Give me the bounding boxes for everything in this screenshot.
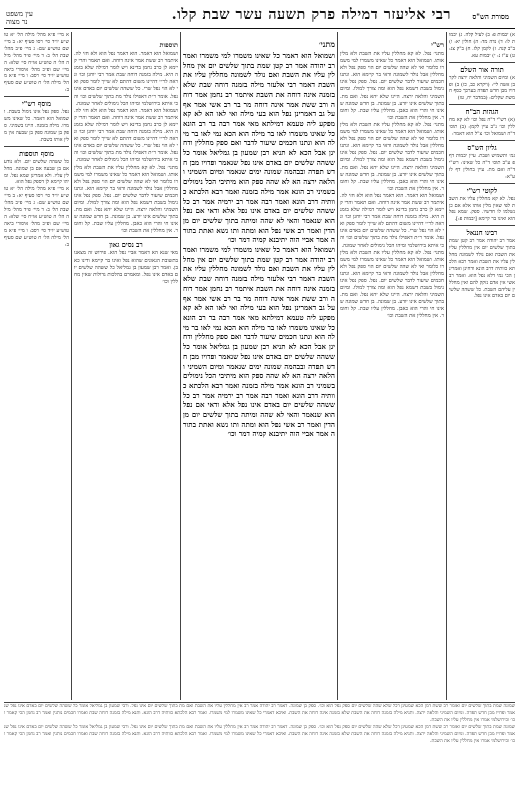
column-divider [446, 32, 447, 700]
musaf-tosfot-title: מוסף תוספות [19, 149, 54, 158]
bottom-commentary [4, 704, 515, 789]
mesoret-hashas-text: א) יבמות פ: ב) לעיל קלה. ג) יבמות לו: ד) נדה מד: ה) חולין יא: ו) ב"ב קנה. ז) לקמן קלז. ח) ב"ק צג: ט) ע"ז נ: י) יבמות עא. [449, 32, 515, 59]
rashi-lead: רש"י [431, 41, 444, 49]
page-title: רבי אליעזר דמילה פרק תשעה עשר שבת קלו. [171, 6, 451, 23]
divider [449, 140, 515, 141]
gemara-column [183, 32, 335, 700]
likutei-title: לקוטי רש"י [466, 186, 498, 195]
rabbeinu-text: אמר רב יהודה אמר רב קטן שמת בתוך שלשים יום אין מחללין עליו את השבת ואם נולד לשמונה מחללין עליו את השבת ואמר רבא הלכתא כוותיה דרב הונא ודחינן ואמרינן הכי נמי דלא נפל הוא. ואמר רב אשי אין אדם נזקק להם ואין מחללין עליהם השבת. כל ששהה שלשים יום באדם אינו נפל. [449, 238, 515, 300]
tosafot-lead: תוספות [159, 41, 178, 49]
gemara-text-continued: ושמואל הוא דאמר כל שאינו משמרו למי משמרו ואמר רב יהודה אמר רב קטן שמת בתוך שלשים יום אין מחללין עליו את השבת ואם נולד לשמונה מחללין עליו את השבת דאמר רבי אלעזר מילה בזמנה דוחה שבת שלא בזמנה אינה דוחה את השבת איתמר רב נחמן אמר דוחה ורב ששת אמר אינה דוחה מר בר רב אשי אמר אף על גב דאמרינן נפל הוא בעי מילה ואי לאו הא לא קא מפקע ליה טעמא דמילתא מאי אמר רבה בר רב הונא כל שאינו משמרו לאו בר מילה הוא הכא נמי לאו בר מילה הוא ונתנו חכמים שיעור לדבר ואם ספק מחללין ודחינן אבל הכא לא תניא רבן שמעון בן גמליאל אומר כל ששהה שלשים יום באדם אינו נפל שנאמר ופדויו מבן חדש תפדה ובבהמה שמונה ימים שנאמר ומיום השמיני והלאה ירצה הא לא שהה ספק הוא מיתיבי הכל נימולים בשמיני רב הונא אמר מילה בזמנה ואמר רבא הלכתא כוותיה דרב הונא ואמר רבה אמר רב ירמיה אמר רב כל ששהה שלשים יום באדם אינו נפל אלא ודאי אם נפל הוא שנאמר והאי לא שהה ומיתה בתוך שלשים יום מן הדין ואמר רב אשי נפל הוא ומתה ותו נשא ואתת בתורה אמר אביי הוה יתיבנא קמיה דמר וכו׳ [183, 245, 335, 439]
bottom-commentary-text-continued: שמונה שמת בתוך שלשים יום ואומר רב ששת דמן הכא שמעינן דכל שלא שהה שלשים יום ספק נפל הוא וכו׳. ספק בן שמונה. דאמר רב יהודה אמר רב אין מחללין עליו את השבת ואם מת בתוך שלשים יום אינו נפל. ורבי שמעון בן גמליאל אומר כל ששהה שלשים יום באדם אינו נפל שנאמר ופדויו מבן חדש תפדה. ומיום השמיני והלאה ירצה. ותניא מילה בזמנה דוחה את השבת שלא בזמנה אינה דוחה את השבת. ואיכא דאמרי כל שאינו משמרו למי משמרו. ואמר רבא הלכתא כוותיה דרב הונא. ותנא מילה בזמנה דוחה שבת ואמרו חכמים נותנין ואמר רב נחמן הכי קאמר וכו׳ ובירושלמי אמרו אין מחללין עליו את השבת. [4, 724, 515, 744]
tosafot-text-continued: מתני׳ נפל. לא קא מחללין עליו את השבת ולא מלין אותו. ושמואל הוא דאמר כל שאינו משמרו למי משמרו כלומר ואי לא שהה שלשים יום הוי ספק נפל ולא מחללין אבל נולד לשמונה ודאי בר קיימא הוא. ונתנו חכמים שיעור לדבר שלשים יום. נפל. ספק נפל אינו נימול בשבת דשמא נפל הוא ומה צורך למולו. ומיום השמיני והלאה ירצה. היינו שלא יהא נפל. ואם מת. בתוך שלשים אינו יודע. בן שמונה. בן חדש שמונה שאינו חי והרי הוא כאבן. מחללין עליו שבת. קל וחומר. אין מחללין את השבת וכו׳ [74, 164, 178, 235]
header-divider [4, 28, 515, 29]
rabbeinu-title: רבינו חננאל [466, 229, 498, 238]
gilyon-text: גמ׳ ותשמיש ושבת. עיין יבמות דף פ ע"ב תוס׳ ד"ה כל שאינו: רש"י ד"ה ואם מת. עיין בחולין דף לז ע"א: [449, 152, 515, 180]
gemara-text: ושמואל הוא דאמר כל שאינו משמרו למי משמרו ואמר רב יהודה אמר רב קטן שמת בתוך שלשים יום אין מחללין עליו את השבת ואם נולד לשמונה מחללין עליו את השבת דאמר רבי אלעזר מילה בזמנה דוחה שבת שלא בזמנה אינה דוחה את השבת איתמר רב נחמן אמר דוחה ורב ששת אמר אינה דוחה מר בר רב אשי אמר אף על גב דאמרינן נפל הוא בעי מילה ואי לאו הא לא קא מפקע ליה טעמא דמילתא מאי אמר רבה בר רב הונא כל שאינו משמרו לאו בר מילה הוא הכא נמי לאו בר מילה הוא ונתנו חכמים שיעור לדבר ואם ספק מחללין ודחינן אבל הכא לא תניא רבן שמעון בן גמליאל אומר כל ששהה שלשים יום באדם אינו נפל שנאמר ופדויו מבן חדש תפדה ובבהמה שמונה ימים שנאמר ומיום השמיני והלאה ירצה הא לא שהה ספק הוא מיתיבי הכל נימולים בשמיני רב הונא אמר מילה בזמנה ואמר רבא הלכתא כוותיה דרב הונא ואמר רבה אמר רב ירמיה אמר רב כל ששהה שלשים יום באדם אינו נפל אלא ודאי אם נפל הוא שנאמר והאי לא שהה ומיתה בתוך שלשים יום מן הדין ואמר רב אשי נפל הוא ומתה ותו נשא ואתת בתורה אמר אביי הוה יתיבנא קמיה דמר וכו׳ [183, 51, 335, 245]
divider [449, 62, 515, 63]
divider [74, 237, 178, 238]
page-header [4, 4, 515, 30]
hagahot-text: (א) רש"י ד"ה נפל וכו׳ לא קא מחללין וכו׳ נ"ב עיין לקמן: (ב) תוס׳ ד"ה ושמואל וכו׳ צ"ל הוא דאמר: [449, 117, 515, 138]
torah-or-text: א) ומיום השמיני והלאה ירצה לקרבן אשה ליי: (ויקרא כב, כז) ב) ופדויו מבן חדש תפדה בערכך כסף חמשת שקלים: (במדבר יח, טז) [449, 74, 515, 102]
ein-mishpat-text: א מיי׳ פ״א מהל׳ מילה הל׳ יא טוש״ע יו״ד סי׳ רסו סעיף יא: ב מיי׳ שם טוש״ע שם: ג מיי׳ פ״ב מהל׳ שבת הל׳ ב: ד מיי׳ פ״ד מהל׳ מילה הל׳ ה טוש״ע או״ח סי׳ שלא: ה מיי׳ שם ופ״כ מהל׳ איסורי ביאה טוש״ע יו״ד סי׳ רסב: ו מיי׳ פ״א מהל׳ מילה הל׳ ח טוש״ע שם סעיף ב: [4, 32, 69, 94]
masoret-heading: מסורת הש"ס [472, 12, 509, 21]
divider [4, 96, 69, 97]
bottom-divider [4, 702, 515, 703]
divider [449, 104, 515, 105]
rashi-text: מתני׳ נפל. לא קא מחללין עליו את השבת ולא מלין אותו. ושמואל הוא דאמר כל שאינו משמרו למי משמרו כלומר ואי לא שהה שלשים יום הוי ספק נפל ולא מחללין אבל נולד לשמונה ודאי בר קיימא הוא. ונתנו חכמים שיעור לדבר שלשים יום. נפל. ספק נפל אינו נימול בשבת דשמא נפל הוא ומה צורך למולו. ומיום השמיני והלאה ירצה. היינו שלא יהא נפל. ואם מת. בתוך שלשים אינו יודע. בן שמונה. בן חדש שמונה שאינו חי והרי הוא כאבן. מחללין עליו שבת. קל וחומר. אין מחללין את השבת וכו׳ [340, 51, 444, 121]
likutei-text: נפל. לא קא מחללין עליו את השבת לפי שאין מלין אותו אלא אם כן נשלמו לו חדשיו. ספק. שמא נפל הוא ואינו בר קיימא [יבמות פ:]. [449, 195, 515, 223]
corner-label: עין משפט נר מצוה [6, 10, 33, 26]
column-divider [180, 32, 181, 700]
musaf-rashi-text: נפל. ספק נפל אינו נימול בשבת. ושמואל הוא דאמר. כל שאינו משמרו. מילה בזמנה. היינו בשמיני. ספק בן שמונה ספק בן שבעה אין מלין אותו בשבת. [4, 109, 69, 143]
right-margin-column [449, 32, 515, 700]
divider [4, 146, 69, 147]
rashi-text-continued: ושמואל הוא דאמר. הוא דאמר נפל הוא ולא חזי לה. איתמר רב ששת אמר אינה דוחה. ואם תאמר והרי קיימא לן כרב נחמן בדינא ויש לומר דמילה שלא בזמנה היא. מילה בזמנה דוחה שבת אמר רבי יוחנן וכו׳ ונראה לר״י דהיינו משום דהתם לא שייך לומר ספק ואי לא הוי נפל שרי. כל ששהה שלשים יום באדם אינו נפל. אומר ר״ת דאפילו נולד מת בתוך שלשים וכו׳ והכי איתא בירושלמי ומיהו הכל נימולים לאחר שמונה. [340, 192, 444, 249]
torah-or-title: תורה אור השלם [460, 65, 504, 74]
rav-nissim-text: מאי שנא הא דאמר אביי נפל הוא. פירוש זה מצאנו בתשובת הגאונים שהוא נפל ואינו בר קיימא ודינו כאבן. ואמר רבן שמעון בן גמליאל כל ששהה שלשים יום באדם אינו נפל. ומאמרם בהלכות גדולות שאין מחללין וכו׳ [74, 250, 178, 285]
divider [449, 225, 515, 226]
hagahot-title: הגהות הב"ח [465, 108, 499, 117]
gilyon-title: גליון הש"ס [467, 143, 497, 152]
gemara-lead: מתני׳ [318, 39, 335, 49]
rashi-column [340, 32, 444, 700]
rashi-text-continued: מתני׳ נפל. לא קא מחללין עליו את השבת ולא מלין אותו. ושמואל הוא דאמר כל שאינו משמרו למי משמרו כלומר ואי לא שהה שלשים יום הוי ספק נפל ולא מחללין אבל נולד לשמונה ודאי בר קיימא הוא. ונתנו חכמים שיעור לדבר שלשים יום. נפל. ספק נפל אינו נימול בשבת דשמא נפל הוא ומה צורך למולו. ומיום השמיני והלאה ירצה. היינו שלא יהא נפל. ואם מת. בתוך שלשים אינו יודע. בן שמונה. בן חדש שמונה שאינו חי והרי הוא כאבן. מחללין עליו שבת. קל וחומר. אין מחללין את השבת וכו׳ [340, 249, 444, 320]
rashi-text-continued: מתני׳ נפל. לא קא מחללין עליו את השבת ולא מלין אותו. ושמואל הוא דאמר כל שאינו משמרו למי משמרו כלומר ואי לא שהה שלשים יום הוי ספק נפל ולא מחללין אבל נולד לשמונה ודאי בר קיימא הוא. ונתנו חכמים שיעור לדבר שלשים יום. נפל. ספק נפל אינו נימול בשבת דשמא נפל הוא ומה צורך למולו. ומיום השמיני והלאה ירצה. היינו שלא יהא נפל. ואם מת. בתוך שלשים אינו יודע. בן שמונה. בן חדש שמונה שאינו חי והרי הוא כאבן. מחללין עליו שבת. קל וחומר. אין מחללין את השבת וכו׳ [340, 121, 444, 192]
tosafot-text: ושמואל הוא דאמר. הוא דאמר נפל הוא ולא חזי לה. איתמר רב ששת אמר אינה דוחה. ואם תאמר והרי קיימא לן כרב נחמן בדינא ויש לומר דמילה שלא בזמנה היא. מילה בזמנה דוחה שבת אמר רבי יוחנן וכו׳ ונראה לר״י דהיינו משום דהתם לא שייך לומר ספק ואי לא הוי נפל שרי. כל ששהה שלשים יום באדם אינו נפל. אומר ר״ת דאפילו נולד מת בתוך שלשים וכו׳ והכי איתא בירושלמי ומיהו הכל נימולים לאחר שמונה. [74, 51, 178, 107]
divider [449, 183, 515, 184]
column-divider [71, 32, 72, 700]
talmud-page [4, 4, 515, 789]
bottom-commentary-text: שמונה שמת בתוך שלשים יום ואומר רב ששת דמן הכא שמעינן דכל שלא שהה שלשים יום ספק נפל הוא וכו׳. ספק בן שמונה. דאמר רב יהודה אמר רב אין מחללין עליו את השבת ואם מת בתוך שלשים יום אינו נפל. ורבי שמעון בן גמליאל אומר כל ששהה שלשים יום באדם אינו נפל שנאמר ופדויו מבן חדש תפדה. ומיום השמיני והלאה ירצה. ותניא מילה בזמנה דוחה את השבת שלא בזמנה אינה דוחה את השבת. ואיכא דאמרי כל שאינו משמרו למי משמרו. ואמר רבא הלכתא כוותיה דרב הונא. ותנא מילה בזמנה דוחה שבת ואמרו חכמים נותנין ואמר רב נחמן הכי קאמר וכו׳ ובירושלמי אמרו אין מחללין עליו את השבת. [4, 704, 515, 723]
musaf-tosfot-text-continued: א מיי׳ פ״א מהל׳ מילה הל׳ יא טוש״ע יו״ד סי׳ רסו סעיף יא: ב מיי׳ שם טוש״ע שם: ג מיי׳ פ״ב מהל׳ שבת הל׳ ב: ד מיי׳ פ״ד מהל׳ מילה הל׳ ה טוש״ע או״ח סי׳ שלא: ה מיי׳ שם ופ״כ מהל׳ איסורי ביאה טוש״ע יו״ד סי׳ רסב: ו מיי׳ פ״א מהל׳ מילה הל׳ ח טוש״ע שם סעיף ב: [4, 186, 69, 248]
tosafot-column [74, 32, 178, 700]
musaf-tosfot-text: כל ששהה שלשים יום. ולא נודע אם בן שבעה אם בן שמונה. מחללין עליו. ולא אמרינן שמא נפל. ומיהו קיימא לן דספק נפל הוא. [4, 158, 69, 186]
left-margin-column [4, 32, 69, 700]
tosafot-text-continued: ושמואל הוא דאמר. הוא דאמר נפל הוא ולא חזי לה. איתמר רב ששת אמר אינה דוחה. ואם תאמר והרי קיימא לן כרב נחמן בדינא ויש לומר דמילה שלא בזמנה היא. מילה בזמנה דוחה שבת אמר רבי יוחנן וכו׳ ונראה לר״י דהיינו משום דהתם לא שייך לומר ספק ואי לא הוי נפל שרי. כל ששהה שלשים יום באדם אינו נפל. אומר ר״ת דאפילו נולד מת בתוך שלשים וכו׳ והכי איתא בירושלמי ומיהו הכל נימולים לאחר שמונה. [74, 107, 178, 164]
rav-nissim-title: רב נסים גאון [109, 241, 143, 250]
column-divider [337, 32, 338, 700]
musaf-rashi-title: מוסף רש"י [22, 100, 51, 109]
